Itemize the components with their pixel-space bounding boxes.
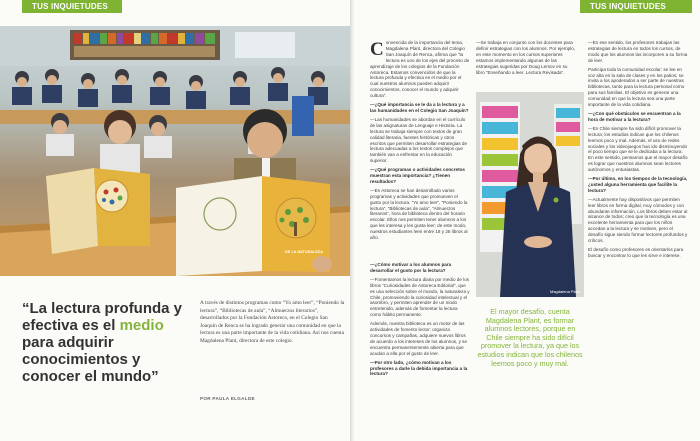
question-5: —Por último, en los tiempos de la tecnología, ¿usted alguna herramienta que facilite la lectura? — [588, 176, 688, 193]
quote-part-2: para adquirir conocimientos y conocer el mundo” — [22, 334, 159, 385]
pull-quote-right: El mayor desafío, cuenta Magdalena Plant, es formar alumnos lectores, porque en Chile siempre ha sido difícil promover la lectura, ya que los estudios indican que los chilenos leemos poco y muy mal. — [477, 307, 583, 368]
quote-part-1: “La lectura profunda y efectiva es el — [22, 300, 183, 334]
article-column-3 — [588, 40, 688, 436]
pull-quote-left — [22, 300, 198, 385]
question-1: —¿Qué importancia se le da a la lectura y a las humanidades en el Colegio San Joaquín? — [370, 102, 469, 113]
col3-answer-2: —En Chile siempre ha sido difícil promover la lectura; los estudios indican que los chilenos leemos poco y mal. Además, el uso de redes sociales y los videojuegos han ido disminuyendo el poco tiempo que se le dedicaba a la lectura. En este sentido, pensamos que el mayor desafío es lograr que nuestros alumnos sean lectores autónomos y entusiastas. — [588, 125, 688, 173]
question-2: —¿Qué programas o actividades concretos muestran esta importancia? ¿Tienen resultados? — [370, 167, 465, 184]
byline: POR PAULA ELGALDE — [200, 396, 255, 401]
answer-1: —Las humanidades se abordan en el currículo de las asignaturas de Lenguaje e Historia. La lectura se trabaja siempre con textos de gran calidad literaria, fuentes históricas y otros escritos que permiten desarrollar estrategias de lectura adecuadas a los textos complejos que también van a enfrentar en la educación superior. — [370, 116, 468, 164]
classroom-photo — [0, 26, 352, 276]
section-tag: TUS INQUIETUDES — [22, 0, 122, 13]
col3-answer-3: —Actualmente hay dispositivos que permiten leer libros en forma digital, muy cómodos y con abundante información. Los libros deben estar al alcance de todos; creo que la tecnología es una excelente herramienta para que los niños accedan a la lectura y se motiven, pero el desafío sigue siendo formar lectores profundos y críticos. — [588, 196, 688, 244]
classroom-illustration — [0, 26, 352, 276]
col3-answer-1: Participa toda la comunidad escolar: se lee en voz alta en la sala de clases y en los patios; se invita a los apoderados a ser parte de nuestras bibliotecas, tanto para la lectura personal como para sus familias. El objetivo es generar una comunidad en que la lectura sea una parte importante de la vida cotidiana. — [588, 66, 685, 108]
portrait-photo — [476, 92, 584, 297]
article-column-2-top — [476, 40, 576, 90]
article-intro: A través de distintos programas como “Yo amo leer”, “Poniendo la lectura”, “Bibliotecas de aula”, “Almuerzos literarios”, desarrollados por la Fundación Astoreca, en el Colegio San Joaquín de Renca se ha logrado generar una comunidad en que la lectura es una parte importante de la vida cotidiana. Así nos cuenta Magdalena Plant, directora de este colegio. — [200, 300, 345, 344]
answer-2: —En Astoreca se han desarrollado varios programas y actividades que promueven el gusto por la lectura. “Yo amo leer”, “Poniendo la lectura”, “Bibliotecas de aula”, “Almuerzos literarios”, hora de biblioteca dentro del horario escolar. Ellos nos permiten tener alumnos a los que les interesa y les gusta leer; de este modo, nuestros estudiantes leen entre 18 y 25 libros al año. — [370, 187, 468, 241]
article-column-1 — [370, 40, 470, 258]
quote-highlight: medio — [119, 317, 164, 334]
section-tag-right: TUS INQUIETUDES — [580, 0, 692, 13]
answer-3b: Además, nuestra biblioteca es un motor de las actividades de fomento lector: organiza concursos y campañas, adquiere nuevos libros de acuerdo a los intereses de los alumnos, y se encuentra permanentemente abierta para que acudan a ella por el gusto de leer. — [370, 321, 468, 356]
drop-cap: C — [370, 40, 384, 60]
question-4: —¿Con qué obstáculos se encuentran a la hora de motivar a la lectura? — [588, 110, 681, 122]
col2-lead: —Se trabaja en conjunto con los docentes para definir estrategias con los alumnos. Por ejemplo, en este momento en los cursos superiores estamos implementando algunas de las estrategias sugeridas por Doug Lemov en su libro “Enseñando a leer. Lectura Revisada”. — [476, 40, 576, 75]
photo-credit: Magdalena Plant — [550, 289, 581, 294]
book-cover-title: DE LA NATURALEZA — [285, 250, 323, 254]
portrait-illustration — [476, 92, 584, 297]
question-6: —Por otro lado, ¿cómo motivan a los profesores a darle la debida importancia a la lectura? — [370, 359, 468, 377]
question-3: —¿Cómo motivar a los alumnos para desarrollar el gusto por la lectura? — [370, 262, 452, 273]
col1-lead: onvencida de la importancia del tema, Magdalena Plant, directora del Colegio San Joaquín de Renca, afirma que “la lectura es uno de los ejes del proceso de aprendizaje de los colegios de la Fundación Astoreca. Estamos convencidos de que la lectura profunda y efectiva es el medio por el cual nuestros alumnos pueden adquirir conocimientos, conocer el mundo y adquirir cultura”. — [370, 40, 470, 99]
answer-3: —Fomentamos la lectura diaria por medio de los libros “Curiosidades de Astoreca Editorial”, que es una selección sobre el mundo, la naturaleza y Chile, promoviendo la curiosidad intelectual y el asombro, y permiten aprender de un modo entretenido, además de fomentar la lectura como hábito permanente. — [370, 276, 470, 318]
article-column-1b — [370, 262, 470, 437]
right-page — [354, 0, 700, 441]
col3-answer-4: El desafío como profesores es orientarlos para buscar y encontrar lo que les sirve e interese. — [588, 247, 684, 258]
col3-lead: —En ese sentido, los profesores trabajan las estrategias de lectura en todos los cursos, de modo que los alumnos las incorporen a su forma de leer. — [588, 40, 688, 63]
